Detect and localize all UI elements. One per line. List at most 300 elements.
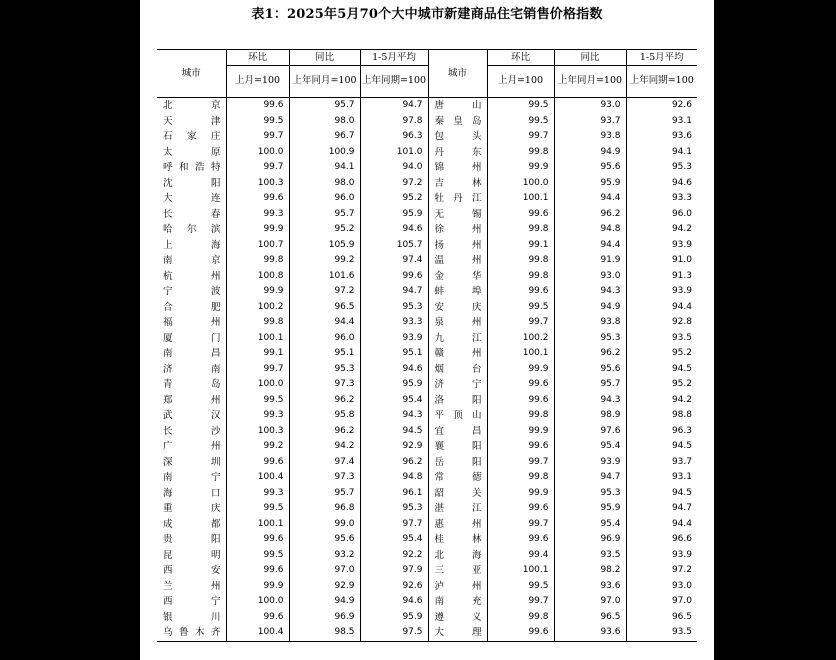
left-yoy-cell: 97.3 (289, 377, 360, 393)
left-mom-cell: 99.5 (226, 548, 289, 564)
right-mom-cell: 99.6 (487, 501, 554, 517)
right-yoy-cell: 91.9 (554, 253, 626, 269)
left-yoy-cell: 96.0 (289, 331, 360, 347)
right-city-cell: 九江 (428, 331, 487, 347)
left-avg-cell: 101.0 (360, 145, 428, 161)
left-avg-cell: 97.8 (360, 114, 428, 130)
left-yoy-cell: 94.2 (289, 439, 360, 455)
right-avg-cell: 93.7 (626, 455, 697, 471)
right-yoy-cell: 93.7 (554, 114, 626, 130)
left-mom-cell: 99.7 (226, 362, 289, 378)
right-mom-cell: 99.7 (487, 517, 554, 533)
table-row (157, 625, 697, 641)
right-yoy-cell: 94.7 (554, 470, 626, 486)
right-yoy-cell: 94.8 (554, 222, 626, 238)
right-avg-cell: 96.3 (626, 424, 697, 440)
right-mom-cell: 99.9 (487, 486, 554, 502)
right-avg-cell: 95.3 (626, 160, 697, 176)
right-yoy-cell: 94.4 (554, 238, 626, 254)
right-city-cell: 南充 (428, 594, 487, 610)
right-city-cell: 湛江 (428, 501, 487, 517)
right-avg-cell: 95.2 (626, 346, 697, 362)
left-avg-cell: 97.9 (360, 563, 428, 579)
right-mom-cell: 99.5 (487, 300, 554, 316)
right-avg-cell: 94.7 (626, 501, 697, 517)
left-mom-cell: 99.7 (226, 129, 289, 145)
left-yoy-cell: 101.6 (289, 269, 360, 285)
table-row (157, 579, 697, 595)
right-city-cell: 遵义 (428, 610, 487, 626)
header-mom-base-left: 上月=100 (226, 66, 289, 98)
header-row-top (157, 50, 697, 66)
right-city-cell: 襄阳 (428, 439, 487, 455)
header-avg-right: 1-5月平均 (626, 50, 697, 66)
left-yoy-cell: 97.4 (289, 455, 360, 471)
right-yoy-cell: 93.0 (554, 269, 626, 285)
right-avg-cell: 92.6 (626, 98, 697, 114)
right-yoy-cell: 97.0 (554, 594, 626, 610)
right-mom-cell: 99.9 (487, 362, 554, 378)
left-mom-cell: 100.0 (226, 377, 289, 393)
right-mom-cell: 99.6 (487, 393, 554, 409)
right-yoy-cell: 95.9 (554, 176, 626, 192)
left-avg-cell: 94.7 (360, 284, 428, 300)
left-city-cell: 青岛 (163, 379, 221, 390)
left-city-cell: 武汉 (163, 410, 221, 421)
left-avg-cell: 94.6 (360, 222, 428, 238)
right-yoy-cell: 94.9 (554, 300, 626, 316)
right-avg-cell: 93.5 (626, 331, 697, 347)
table-title: 表1：2025年5月70个大中城市新建商品住宅销售价格指数 (251, 7, 603, 22)
left-yoy-cell: 99.2 (289, 253, 360, 269)
header-city-right: 城市 (428, 50, 487, 98)
right-avg-cell: 94.6 (626, 176, 697, 192)
table-row (157, 377, 697, 393)
left-avg-cell: 94.7 (360, 98, 428, 114)
right-city-cell: 北海 (428, 548, 487, 564)
left-avg-cell: 95.3 (360, 501, 428, 517)
right-mom-cell: 99.6 (487, 284, 554, 300)
left-avg-cell: 93.9 (360, 331, 428, 347)
right-city-cell: 宜昌 (428, 424, 487, 440)
left-avg-cell: 96.2 (360, 455, 428, 471)
right-city-cell: 平顶山 (428, 408, 487, 424)
left-city-cell: 乌鲁木齐 (157, 625, 226, 641)
right-city-cell: 大理 (428, 625, 487, 641)
header-row-bottom (157, 66, 697, 98)
left-city-cell: 深圳 (163, 456, 221, 468)
left-avg-cell: 94.3 (360, 408, 428, 424)
right-yoy-cell: 95.3 (554, 486, 626, 502)
table-row (157, 501, 697, 517)
right-mom-cell: 99.1 (487, 238, 554, 254)
left-avg-cell: 95.4 (360, 532, 428, 548)
right-yoy-cell: 95.6 (554, 362, 626, 378)
left-city-cell: 南宁 (163, 472, 221, 483)
left-avg-cell: 95.9 (360, 610, 428, 626)
table-row (157, 284, 697, 300)
right-yoy-cell: 94.9 (554, 145, 626, 161)
right-avg-cell: 94.2 (626, 222, 697, 238)
right-city-cell: 扬州 (428, 238, 487, 254)
right-avg-cell: 93.5 (626, 625, 697, 641)
left-avg-cell: 96.3 (360, 129, 428, 145)
table-row (157, 315, 697, 331)
header-mom-left: 环比 (226, 50, 289, 66)
left-yoy-cell: 94.4 (289, 315, 360, 331)
right-city-cell: 锦州 (428, 160, 487, 176)
left-yoy-cell: 95.2 (289, 222, 360, 238)
left-city-cell: 天津 (163, 115, 221, 127)
left-yoy-cell: 96.8 (289, 501, 360, 517)
right-avg-cell: 94.1 (626, 145, 697, 161)
header-mom-base-right: 上月=100 (487, 66, 554, 98)
left-city-cell: 石家庄 (163, 131, 221, 142)
right-city-cell: 岳阳 (428, 455, 487, 471)
table-row (157, 517, 697, 533)
left-avg-cell: 97.7 (360, 517, 428, 533)
left-avg-cell: 94.6 (360, 362, 428, 378)
left-city-cell: 昆明 (163, 549, 221, 561)
table-row (157, 346, 697, 362)
right-mom-cell: 99.5 (487, 114, 554, 130)
left-mom-cell: 100.2 (226, 300, 289, 316)
left-avg-cell: 97.2 (360, 176, 428, 192)
right-yoy-cell: 95.6 (554, 160, 626, 176)
left-yoy-cell: 98.5 (289, 625, 360, 641)
right-city-cell: 惠州 (428, 517, 487, 533)
right-mom-cell: 99.7 (487, 315, 554, 331)
left-city-cell: 银川 (163, 611, 221, 623)
right-city-cell: 包头 (428, 129, 487, 145)
table-row (157, 610, 697, 626)
left-city-cell: 厦门 (163, 332, 221, 344)
right-avg-cell: 94.5 (626, 439, 697, 455)
left-city-cell: 沈阳 (163, 177, 221, 189)
right-mom-cell: 99.6 (487, 207, 554, 223)
header-yoy-base-left: 上年同月=100 (289, 66, 360, 98)
table-row (157, 269, 697, 285)
right-city-cell: 唐山 (428, 98, 487, 114)
left-yoy-cell: 96.2 (289, 424, 360, 440)
right-city-cell: 桂林 (428, 532, 487, 548)
left-mom-cell: 100.0 (226, 594, 289, 610)
right-yoy-cell: 93.6 (554, 579, 626, 595)
right-avg-cell: 93.9 (626, 548, 697, 564)
left-avg-cell: 94.0 (360, 160, 428, 176)
left-city-cell: 南昌 (163, 348, 221, 359)
right-yoy-cell: 96.2 (554, 207, 626, 223)
left-yoy-cell: 100.9 (289, 145, 360, 161)
right-city-cell: 泉州 (428, 315, 487, 331)
right-avg-cell: 94.2 (626, 393, 697, 409)
left-yoy-cell: 94.1 (289, 160, 360, 176)
right-avg-cell: 94.5 (626, 362, 697, 378)
right-yoy-cell: 98.2 (554, 563, 626, 579)
left-yoy-cell: 95.7 (289, 486, 360, 502)
left-yoy-cell: 97.3 (289, 470, 360, 486)
left-city-cell: 贵阳 (163, 534, 221, 545)
left-mom-cell: 99.6 (226, 455, 289, 471)
right-yoy-cell: 93.8 (554, 315, 626, 331)
table-row (157, 408, 697, 424)
right-mom-cell: 99.7 (487, 594, 554, 610)
left-city-cell: 兰州 (163, 580, 221, 592)
left-city-cell: 广州 (163, 441, 221, 452)
header-mom-right: 环比 (487, 50, 554, 66)
right-yoy-cell: 93.0 (554, 98, 626, 114)
right-mom-cell: 100.1 (487, 191, 554, 207)
right-mom-cell: 100.1 (487, 346, 554, 362)
left-mom-cell: 99.9 (226, 579, 289, 595)
left-yoy-cell: 95.7 (289, 207, 360, 223)
right-yoy-cell: 93.6 (554, 625, 626, 641)
table-row (157, 470, 697, 486)
left-yoy-cell: 94.9 (289, 594, 360, 610)
table-row (157, 486, 697, 502)
right-mom-cell: 99.6 (487, 377, 554, 393)
table-row (157, 253, 697, 269)
left-city-cell: 哈尔滨 (163, 224, 221, 235)
left-mom-cell: 99.8 (226, 315, 289, 331)
left-mom-cell: 99.1 (226, 346, 289, 362)
header-yoy-right: 同比 (554, 50, 626, 66)
right-yoy-cell: 93.9 (554, 455, 626, 471)
right-mom-cell: 99.8 (487, 145, 554, 161)
right-avg-cell: 96.0 (626, 207, 697, 223)
right-city-cell: 韶关 (428, 486, 487, 502)
right-avg-cell: 93.3 (626, 191, 697, 207)
table-row (157, 191, 697, 207)
left-yoy-cell: 96.5 (289, 300, 360, 316)
left-city-cell: 郑州 (163, 394, 221, 406)
left-avg-cell: 96.1 (360, 486, 428, 502)
table-row (157, 207, 697, 223)
left-mom-cell: 99.6 (226, 532, 289, 548)
left-avg-cell: 97.5 (360, 625, 428, 641)
left-city-cell: 合肥 (163, 301, 221, 313)
right-mom-cell: 99.5 (487, 98, 554, 114)
left-yoy-cell: 95.1 (289, 346, 360, 362)
table-row (157, 129, 697, 145)
table-row (157, 424, 697, 440)
left-yoy-cell: 96.7 (289, 129, 360, 145)
left-avg-cell: 95.3 (360, 300, 428, 316)
header-avg-base-right: 上年同期=100 (626, 66, 697, 98)
right-avg-cell: 97.0 (626, 594, 697, 610)
left-mom-cell: 100.1 (226, 517, 289, 533)
right-city-cell: 无锡 (428, 207, 487, 223)
left-avg-cell: 95.9 (360, 377, 428, 393)
table-row (157, 594, 697, 610)
left-avg-cell: 99.6 (360, 269, 428, 285)
left-city-cell: 北京 (163, 100, 221, 111)
table-row (157, 238, 697, 254)
left-yoy-cell: 95.3 (289, 362, 360, 378)
left-mom-cell: 99.5 (226, 114, 289, 130)
left-avg-cell: 97.4 (360, 253, 428, 269)
right-mom-cell: 99.6 (487, 625, 554, 641)
right-city-cell: 徐州 (428, 222, 487, 238)
header-avg-left: 1-5月平均 (360, 50, 428, 66)
left-city-cell: 重庆 (163, 503, 221, 514)
right-mom-cell: 99.6 (487, 439, 554, 455)
right-yoy-cell: 94.4 (554, 191, 626, 207)
left-mom-cell: 99.3 (226, 408, 289, 424)
left-city-cell: 上海 (163, 239, 221, 251)
left-avg-cell: 92.6 (360, 579, 428, 595)
table-body (157, 98, 697, 642)
table-row (157, 222, 697, 238)
right-yoy-cell: 96.5 (554, 610, 626, 626)
left-yoy-cell: 92.9 (289, 579, 360, 595)
right-mom-cell: 100.0 (487, 176, 554, 192)
left-avg-cell: 94.8 (360, 470, 428, 486)
left-yoy-cell: 99.0 (289, 517, 360, 533)
left-city-cell: 杭州 (163, 270, 221, 282)
left-city-cell: 济南 (163, 363, 221, 375)
right-yoy-cell: 95.3 (554, 331, 626, 347)
right-avg-cell: 96.5 (626, 610, 697, 626)
left-city-cell: 南京 (163, 255, 221, 266)
left-yoy-cell: 93.2 (289, 548, 360, 564)
left-yoy-cell: 95.8 (289, 408, 360, 424)
table-row (157, 98, 697, 114)
right-mom-cell: 99.8 (487, 269, 554, 285)
left-avg-cell: 92.9 (360, 439, 428, 455)
right-mom-cell: 99.8 (487, 408, 554, 424)
right-yoy-cell: 96.2 (554, 346, 626, 362)
left-avg-cell: 93.3 (360, 315, 428, 331)
left-yoy-cell: 97.2 (289, 284, 360, 300)
right-avg-cell: 93.1 (626, 470, 697, 486)
right-city-cell: 泸州 (428, 579, 487, 595)
right-avg-cell: 94.4 (626, 517, 697, 533)
left-avg-cell: 95.9 (360, 207, 428, 223)
table-row (157, 114, 697, 130)
left-mom-cell: 99.9 (226, 284, 289, 300)
right-mom-cell: 99.5 (487, 579, 554, 595)
left-yoy-cell: 97.0 (289, 563, 360, 579)
right-avg-cell: 93.6 (626, 129, 697, 145)
left-mom-cell: 99.6 (226, 98, 289, 114)
right-city-cell: 牡丹江 (428, 191, 487, 207)
table-row (157, 439, 697, 455)
right-city-cell: 吉林 (428, 176, 487, 192)
left-mom-cell: 99.5 (226, 393, 289, 409)
left-city-cell: 长春 (163, 208, 221, 220)
right-yoy-cell: 95.7 (554, 377, 626, 393)
left-avg-cell: 94.6 (360, 594, 428, 610)
left-mom-cell: 100.7 (226, 238, 289, 254)
right-avg-cell: 93.9 (626, 284, 697, 300)
left-mom-cell: 99.3 (226, 486, 289, 502)
right-city-cell: 三亚 (428, 563, 487, 579)
left-mom-cell: 99.6 (226, 191, 289, 207)
right-city-cell: 洛阳 (428, 393, 487, 409)
right-city-cell: 温州 (428, 253, 487, 269)
right-yoy-cell: 98.9 (554, 408, 626, 424)
left-mom-cell: 100.3 (226, 424, 289, 440)
table-row (157, 393, 697, 409)
left-avg-cell: 92.2 (360, 548, 428, 564)
right-city-cell: 安庆 (428, 300, 487, 316)
right-city-cell: 金华 (428, 269, 487, 285)
right-yoy-cell: 97.6 (554, 424, 626, 440)
left-city-cell: 呼和浩特 (163, 162, 221, 173)
right-yoy-cell: 95.4 (554, 517, 626, 533)
right-city-cell: 赣州 (428, 346, 487, 362)
right-mom-cell: 100.2 (487, 331, 554, 347)
table-row (157, 455, 697, 471)
header-yoy-base-right: 上年同月=100 (554, 66, 626, 98)
left-city-cell: 太原 (163, 146, 221, 158)
right-avg-cell: 94.4 (626, 300, 697, 316)
table-row (157, 145, 697, 161)
right-mom-cell: 99.9 (487, 424, 554, 440)
left-mom-cell: 99.6 (226, 610, 289, 626)
table-row (157, 300, 697, 316)
right-mom-cell: 99.8 (487, 253, 554, 269)
right-mom-cell: 100.1 (487, 563, 554, 579)
left-mom-cell: 99.7 (226, 160, 289, 176)
table-row (157, 160, 697, 176)
right-yoy-cell: 95.9 (554, 501, 626, 517)
header-avg-base-left: 上年同期=100 (360, 66, 428, 98)
table-row (157, 331, 697, 347)
left-mom-cell: 99.2 (226, 439, 289, 455)
left-mom-cell: 99.8 (226, 253, 289, 269)
right-avg-cell: 92.8 (626, 315, 697, 331)
right-city-cell: 济宁 (428, 377, 487, 393)
right-yoy-cell: 94.3 (554, 393, 626, 409)
right-mom-cell: 99.4 (487, 548, 554, 564)
right-avg-cell: 98.8 (626, 408, 697, 424)
table-row (157, 563, 697, 579)
left-mom-cell: 100.8 (226, 269, 289, 285)
right-yoy-cell: 96.9 (554, 532, 626, 548)
right-mom-cell: 99.6 (487, 532, 554, 548)
left-yoy-cell: 96.9 (289, 610, 360, 626)
left-mom-cell: 99.6 (226, 563, 289, 579)
left-yoy-cell: 96.2 (289, 393, 360, 409)
right-city-cell: 烟台 (428, 362, 487, 378)
left-city-cell: 成都 (163, 518, 221, 530)
right-avg-cell: 93.0 (626, 579, 697, 595)
table-row (157, 362, 697, 378)
right-yoy-cell: 95.4 (554, 439, 626, 455)
left-yoy-cell: 95.6 (289, 532, 360, 548)
left-city-cell: 西宁 (163, 596, 221, 607)
left-mom-cell: 100.1 (226, 331, 289, 347)
right-mom-cell: 99.8 (487, 222, 554, 238)
document-page (140, 0, 714, 660)
left-avg-cell: 95.1 (360, 346, 428, 362)
right-avg-cell: 95.2 (626, 377, 697, 393)
right-mom-cell: 99.9 (487, 160, 554, 176)
left-mom-cell: 100.0 (226, 145, 289, 161)
left-mom-cell: 99.5 (226, 501, 289, 517)
left-mom-cell: 99.9 (226, 222, 289, 238)
right-avg-cell: 96.6 (626, 532, 697, 548)
right-mom-cell: 99.8 (487, 470, 554, 486)
left-yoy-cell: 96.0 (289, 191, 360, 207)
right-yoy-cell: 93.5 (554, 548, 626, 564)
header-city-left: 城市 (157, 50, 226, 98)
left-avg-cell: 105.7 (360, 238, 428, 254)
left-avg-cell: 95.2 (360, 191, 428, 207)
right-city-cell: 常德 (428, 470, 487, 486)
